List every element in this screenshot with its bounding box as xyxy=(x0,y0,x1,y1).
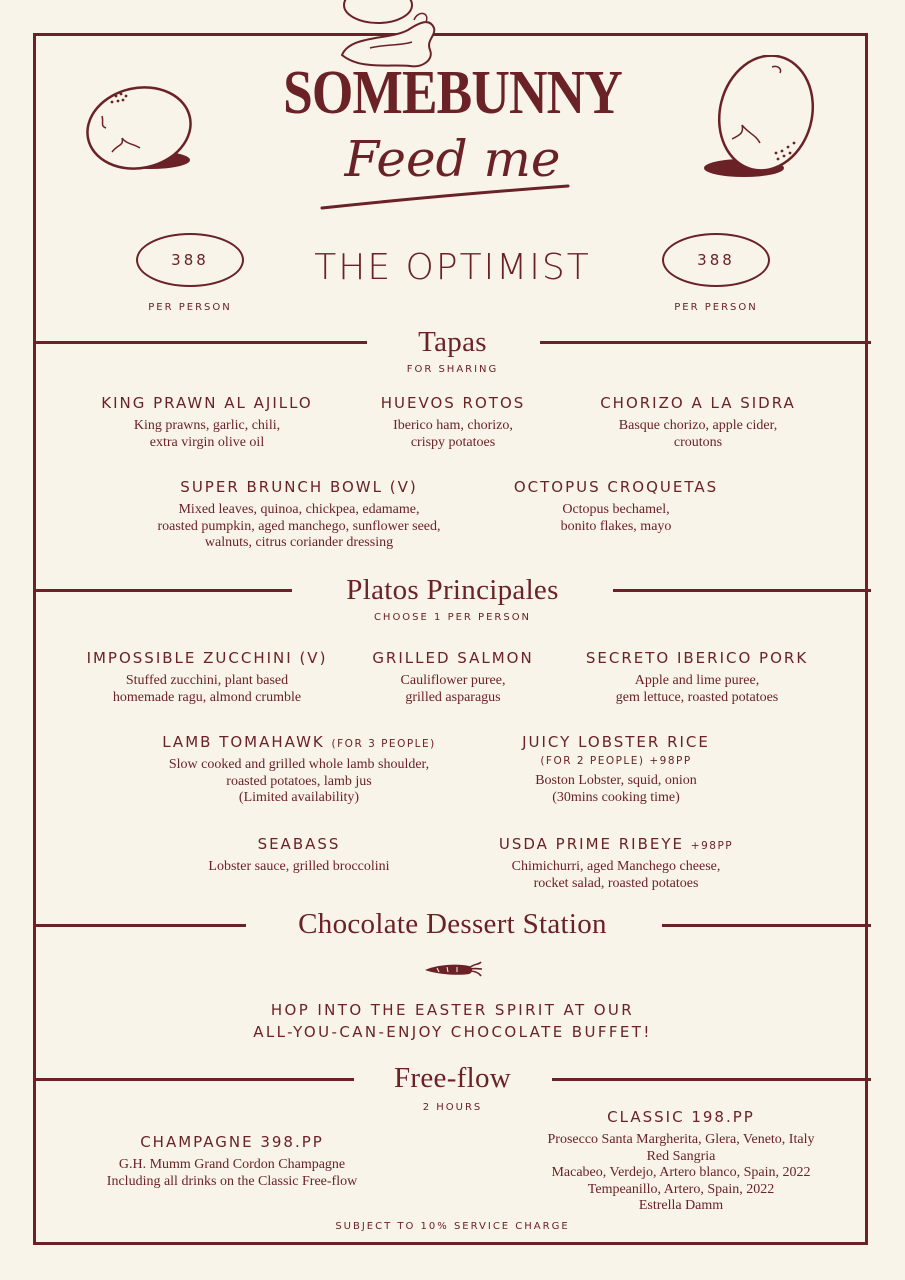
egg-illustration-right xyxy=(700,55,820,183)
menu-item xyxy=(496,733,736,806)
service-charge-note: SUBJECT TO 10% SERVICE CHARGE xyxy=(335,1221,570,1232)
menu-item xyxy=(139,733,459,807)
menu-item xyxy=(486,835,746,892)
package-description: Prosecco Santa Margherita, Glera, Veneto, Italy Red Sangria Macabeo, Verdejo, Artero blanco, Spain, 2022 Tempeanillo, Artero, Spain, 2022 Estrella Damm xyxy=(547,1132,815,1213)
price-label-left: PER PERSON xyxy=(148,302,232,313)
menu-name: THE OPTIMIST xyxy=(314,247,591,288)
logo-swash xyxy=(318,180,578,216)
section-title-mains: Platos Principales xyxy=(346,574,559,606)
menu-item xyxy=(87,394,327,451)
item-note: +98PP xyxy=(690,840,734,852)
item-name: SEABASS xyxy=(257,835,341,853)
item-description: Lobster sauce, grilled broccolini xyxy=(208,859,390,874)
item-note: (FOR 2 PEOPLE) +98PP xyxy=(540,755,692,767)
menu-item xyxy=(179,835,419,876)
section-subtitle-mains: CHOOSE 1 PER PERSON xyxy=(373,612,532,623)
price-label-right: PER PERSON xyxy=(674,302,758,313)
item-description: Boston Lobster, squid, onion (30mins cooking time) xyxy=(535,773,697,805)
item-name-text: LAMB TOMAHAWK xyxy=(162,733,325,751)
item-note: (FOR 3 PEOPLE) xyxy=(331,738,436,750)
section-title-dessert: Chocolate Dessert Station xyxy=(298,908,607,940)
price-badge-right: 388 xyxy=(662,233,770,287)
item-name: HUEVOS ROTOS xyxy=(380,394,526,412)
brand-logo-script: Feed me xyxy=(344,130,561,188)
package-name: CLASSIC 198.PP xyxy=(607,1108,755,1126)
item-name: GRILLED SALMON xyxy=(372,649,534,667)
item-description: Octopus bechamel, bonito flakes, mayo xyxy=(560,502,672,534)
item-description: Basque chorizo, apple cider, croutons xyxy=(618,418,778,450)
package-description: G.H. Mumm Grand Cordon Champagne Including all drinks on the Classic Free-flow xyxy=(106,1157,358,1189)
brand-logo-wordmark: SOMEBUNNY xyxy=(283,59,622,127)
dessert-description: HOP INTO THE EASTER SPIRIT AT OUR ALL-YOU-CAN-ENJOY CHOCOLATE BUFFET! xyxy=(253,1001,652,1041)
freeflow-package xyxy=(77,1133,387,1190)
item-description: Chimichurri, aged Manchego cheese, rocket salad, roasted potatoes xyxy=(511,859,721,891)
item-description: Mixed leaves, quinoa, chickpea, edamame, roasted pumpkin, aged manchego, sunflower seed, walnuts, citrus coriander dressing xyxy=(157,502,441,550)
menu-item xyxy=(353,649,553,706)
section-subtitle-tapas: FOR SHARING xyxy=(406,364,499,375)
item-name: IMPOSSIBLE ZUCCHINI (V) xyxy=(86,649,328,667)
price-badge-left: 388 xyxy=(136,233,244,287)
item-name-text: USDA PRIME RIBEYE xyxy=(498,835,685,853)
item-name: OCTOPUS CROQUETAS xyxy=(513,478,719,496)
menu-item xyxy=(129,478,469,552)
freeflow-package xyxy=(511,1108,851,1215)
item-name xyxy=(486,835,746,853)
section-title-freeflow: Free-flow xyxy=(393,1062,512,1094)
item-name: SUPER BRUNCH BOWL (V) xyxy=(180,478,418,496)
menu-item xyxy=(77,649,337,706)
item-name: SECRETO IBERICO PORK xyxy=(585,649,809,667)
menu-item xyxy=(578,394,818,451)
item-name: JUICY LOBSTER RICE xyxy=(522,733,710,751)
item-name: KING PRAWN AL AJILLO xyxy=(101,394,313,412)
item-description: Stuffed zucchini, plant based homemade ragu, almond crumble xyxy=(112,673,302,705)
section-title-tapas: Tapas xyxy=(418,326,487,358)
package-name: CHAMPAGNE 398.PP xyxy=(140,1133,324,1151)
egg-illustration-left xyxy=(82,82,202,174)
item-name xyxy=(139,733,459,751)
carrot-icon xyxy=(423,959,483,979)
item-description: Slow cooked and grilled whole lamb shoulder, roasted potatoes, lamb jus (Limited availability) xyxy=(168,757,430,805)
item-description: Cauliflower puree, grilled asparagus xyxy=(400,673,506,705)
menu-item xyxy=(567,649,827,706)
menu-item xyxy=(353,394,553,451)
section-subtitle-freeflow: 2 HOURS xyxy=(422,1102,483,1113)
item-description: King prawns, garlic, chili, extra virgin olive oil xyxy=(133,418,281,450)
item-description: Apple and lime puree, gem lettuce, roasted potatoes xyxy=(615,673,779,705)
item-description: Iberico ham, chorizo, crispy potatoes xyxy=(393,418,513,450)
item-name: CHORIZO A LA SIDRA xyxy=(600,394,796,412)
menu-item xyxy=(496,478,736,535)
